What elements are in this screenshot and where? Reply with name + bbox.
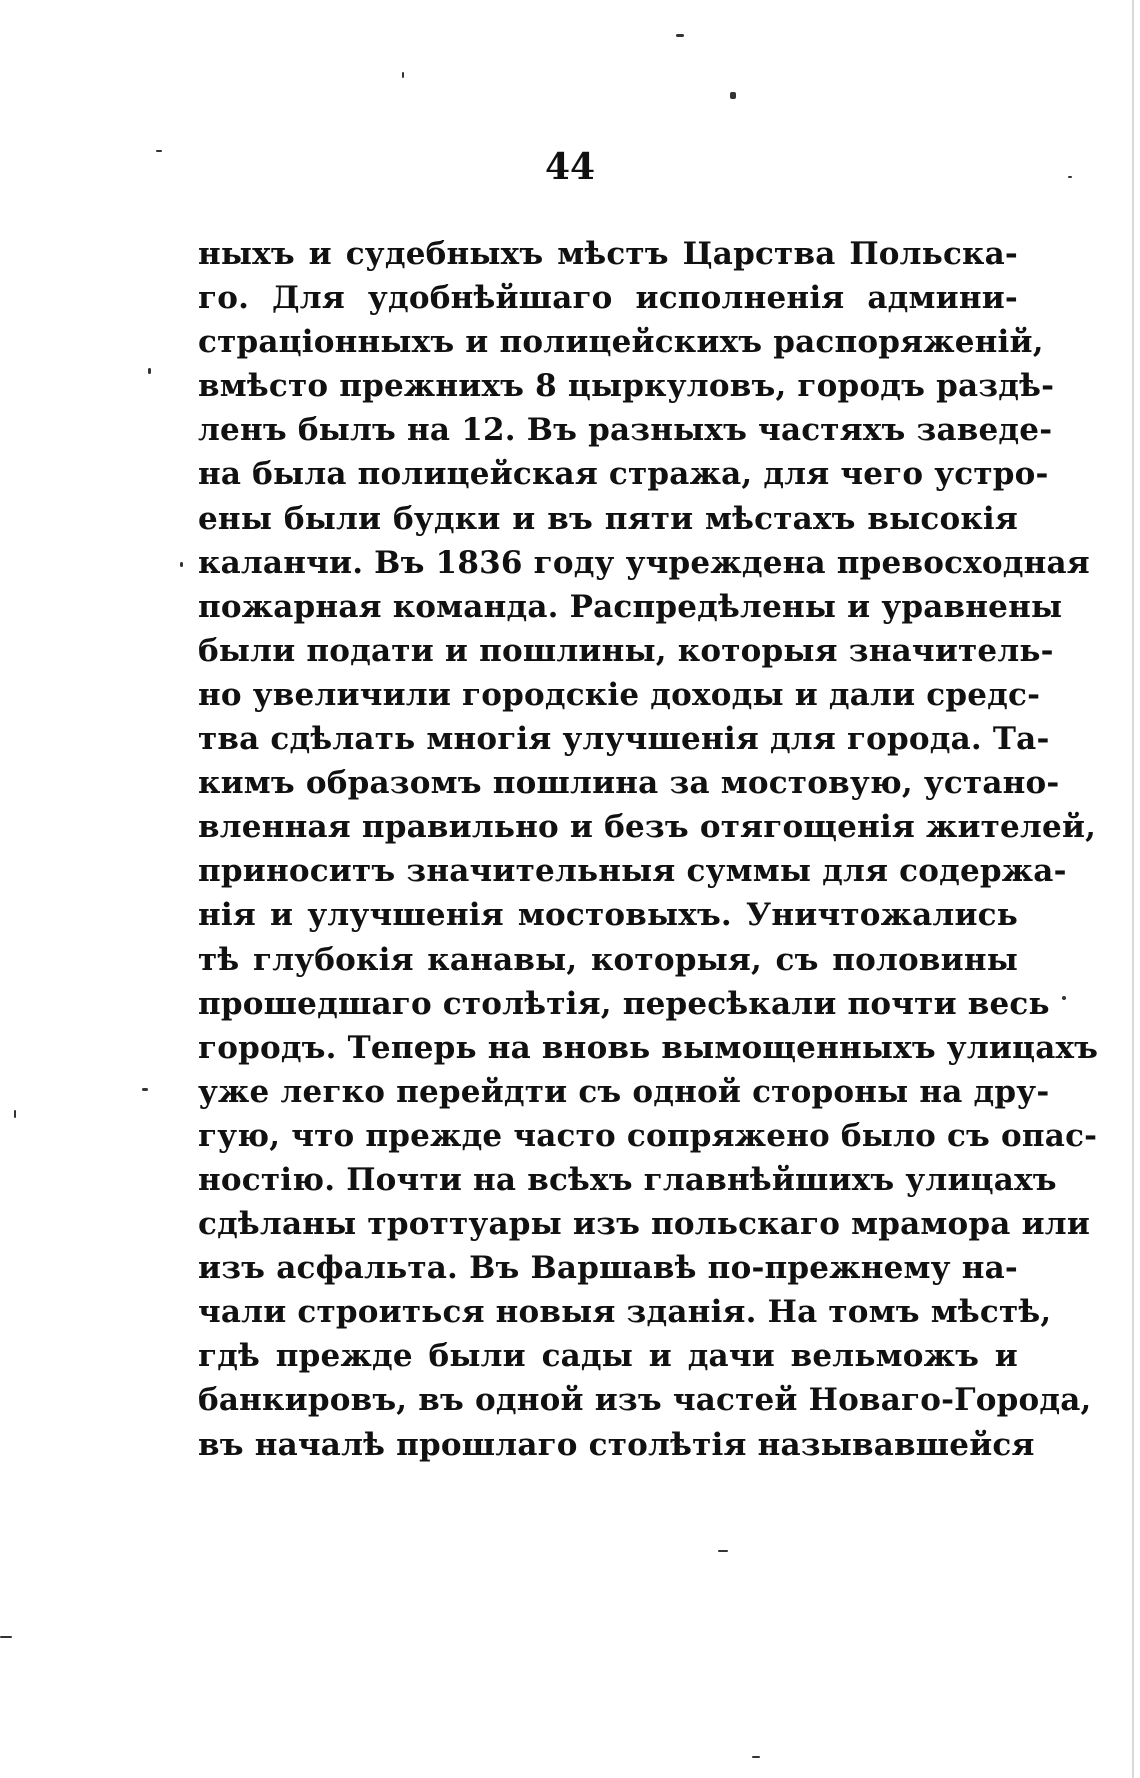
text-line: гую, что прежде часто сопряжено было съ опас-: [198, 1117, 1098, 1154]
text-line: ностію. Почти на всѣхъ главнѣйшихъ улицахъ: [198, 1161, 1057, 1198]
text-line: страціонныхъ и полицейскихъ распоряженій,: [198, 324, 1044, 361]
text-line: приноситъ значительныя суммы для содержа-: [198, 853, 1067, 890]
page-edge: [1132, 0, 1134, 1778]
text-line: тѣ глубокія канавы, которыя, съ половины: [198, 941, 1018, 978]
scan-speck: [148, 368, 151, 374]
text-line: прошедшаго столѣтія, пересѣкали почти весь: [198, 985, 1050, 1022]
text-line: ленъ былъ на 12. Въ разныхъ частяхъ заведе-: [198, 412, 1053, 449]
scan-speck: [14, 1110, 16, 1118]
scan-speck: [676, 34, 684, 37]
page-number: 44: [544, 146, 596, 188]
text-line: уже легко перейдти съ одной стороны на дру-: [198, 1073, 1050, 1110]
scan-speck: [0, 1636, 12, 1638]
text-line: банкировъ, въ одной изъ частей Новаго-Города,: [198, 1382, 1092, 1419]
text-line: нія и улучшенія мостовыхъ. Уничтожались: [198, 897, 1018, 934]
text-line: изъ асфальта. Въ Варшавѣ по-прежнему на-: [198, 1250, 1018, 1287]
text-line: на была полицейская стража, для чего устро-: [198, 456, 1049, 493]
text-line: вленная правильно и безъ отягощенія жителей,: [198, 809, 1097, 846]
scan-speck: [142, 1088, 148, 1091]
text-line: ены были будки и въ пяти мѣстахъ высокія: [198, 500, 1018, 537]
text-line: сдѣланы троттуары изъ польскаго мрамора или: [198, 1206, 1091, 1243]
body-text: [198, 232, 1099, 1467]
text-line: въ началѣ прошлаго столѣтія называвшейся: [198, 1426, 1035, 1463]
text-line: ныхъ и судебныхъ мѣстъ Царства Польска-: [198, 236, 1018, 272]
scan-speck: [402, 72, 404, 78]
scan-speck: [718, 1550, 728, 1552]
text-line: вмѣсто прежнихъ 8 цыркуловъ, городъ раздѣ-: [198, 368, 1055, 405]
text-line: пожарная команда. Распредѣлены и уравнены: [198, 588, 1063, 625]
scan-speck: [1068, 176, 1072, 178]
scan-speck: [730, 92, 736, 99]
text-line: каланчи. Въ 1836 году учреждена превосходная: [198, 544, 1090, 581]
scan-speck: [180, 562, 183, 567]
text-line: го. Для удобнѣйшаго исполненія админи-: [198, 280, 1018, 317]
text-line: гдѣ прежде были сады и дачи вельможъ и: [198, 1338, 1018, 1375]
text-line: тва сдѣлать многія улучшенія для города. Та-: [198, 721, 1050, 758]
scan-speck: [1062, 996, 1066, 1000]
scan-speck: [156, 150, 162, 152]
scan-speck: [752, 1756, 760, 1758]
text-line: чали строиться новыя зданія. На томъ мѣстѣ,: [198, 1294, 1052, 1331]
text-line: городъ. Теперь на вновь вымощенныхъ улицахъ: [198, 1029, 1099, 1066]
text-line: кимъ образомъ пошлина за мостовую, устано-: [198, 765, 1060, 802]
text-line: но увеличили городскіе доходы и дали средс-: [198, 676, 1041, 713]
text-line: были подати и пошлины, которыя значитель-: [198, 632, 1054, 669]
